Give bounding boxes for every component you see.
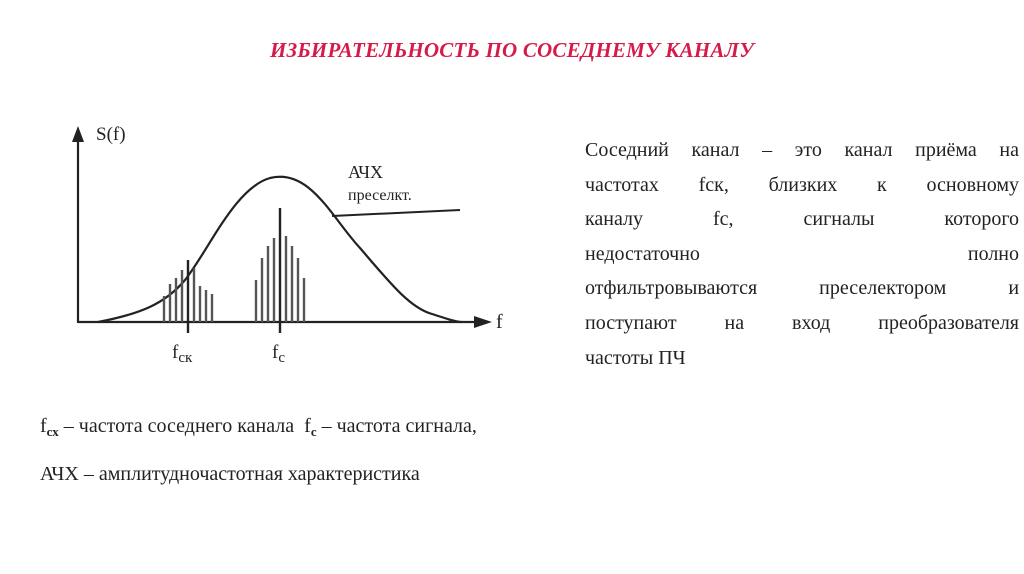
description-word: сигналы: [803, 208, 875, 231]
description-word: полно: [967, 242, 1019, 265]
description-word: отфильтровываются: [585, 277, 758, 300]
legend-line-afc: АЧХ – амплитудночастотная характеристика: [40, 463, 420, 485]
description-word: Соседний: [585, 139, 669, 161]
afc-label-leader: [332, 210, 460, 216]
legend-fc-sub: с: [310, 424, 317, 439]
legend-line-frequencies: [40, 412, 680, 446]
description-word: частоты: [585, 346, 654, 369]
legend: [40, 412, 680, 502]
y-axis-label: S(f): [96, 124, 126, 145]
description-line: [585, 202, 1019, 237]
y-axis-arrow-icon: [72, 126, 84, 142]
description-word: и: [1008, 277, 1019, 300]
description-word: преобразователя: [878, 311, 1019, 334]
description-word: приёма: [915, 139, 977, 161]
description-word: fск,: [698, 173, 729, 196]
afc-label-line2: преселкт.: [348, 187, 412, 204]
selectivity-diagram: [60, 118, 530, 378]
legend-fc-base: f: [304, 415, 311, 437]
legend-fc-text: – частота сигнала,: [316, 415, 477, 437]
description-word: –: [762, 139, 773, 161]
description-word: близких: [768, 173, 838, 196]
description-word: это: [794, 139, 822, 161]
description-line: [585, 237, 1019, 272]
description-word: каналу: [585, 208, 644, 231]
description-word: к: [877, 173, 887, 196]
adjacent-marker-sub: ск: [178, 350, 193, 366]
description-word: на: [999, 139, 1019, 161]
description-word: основному: [926, 173, 1019, 196]
description-word: канал: [844, 139, 893, 161]
description-word: недостаточно: [585, 242, 700, 265]
description-word: которого: [944, 208, 1019, 231]
legend-fsk-base: f: [40, 415, 47, 437]
adjacent-marker-base: f: [172, 342, 179, 363]
description-line: [585, 168, 1019, 203]
description-word: ПЧ: [658, 346, 686, 369]
x-axis-arrow-icon: [474, 316, 492, 328]
description-word: на: [724, 311, 745, 334]
x-axis-label: f: [496, 311, 503, 333]
description-word: канал: [691, 139, 740, 161]
signal-marker-label: [272, 342, 285, 366]
description-word: поступают: [585, 311, 677, 334]
signal-marker-base: f: [272, 342, 279, 363]
description-word: вход: [792, 311, 831, 334]
description-line: [585, 271, 1019, 306]
description-line: [585, 133, 1019, 168]
legend-fsk-text: – частота соседнего канала: [58, 415, 305, 437]
signal-marker-sub: с: [278, 350, 285, 366]
afc-label-line1: АЧХ: [348, 162, 383, 182]
legend-fsk-sub: сх: [46, 424, 59, 439]
description-word: fс,: [712, 208, 734, 231]
description-line: [585, 341, 1019, 376]
adjacent-marker-label: [172, 342, 193, 366]
description-word: преселектором: [819, 277, 947, 300]
description-text: [585, 133, 1019, 375]
description-word: частотах: [585, 173, 659, 196]
description-line: [585, 306, 1019, 341]
slide-title: ИЗБИРАТЕЛЬНОСТЬ ПО СОСЕДНЕМУ КАНАЛУ: [269, 38, 755, 62]
